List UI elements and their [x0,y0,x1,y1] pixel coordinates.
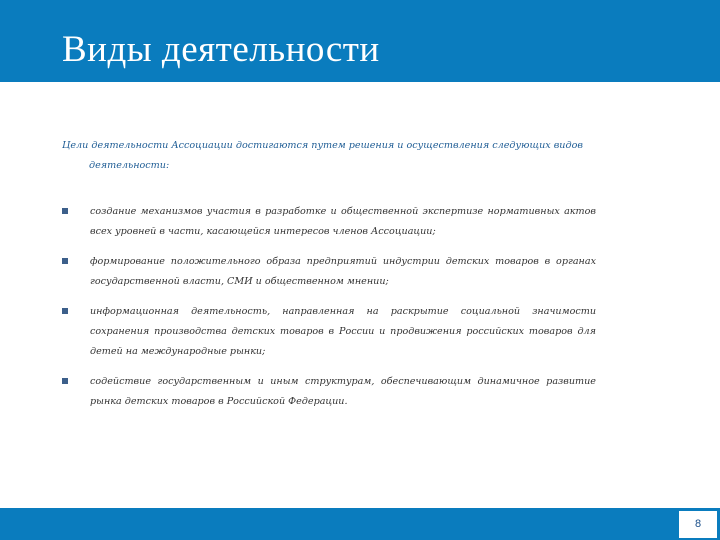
square-bullet-icon [62,308,68,314]
list-item-text: создание механизмов участия в разработке и общественной экспертизе нормативных актов всех уровней в части, касающейся интересов членов Ассоциации; [90,206,596,237]
header-band [0,0,720,82]
square-bullet-icon [62,208,68,214]
intro-line-1: Цели деятельности Ассоциации достигаются путем решения и осуществления следующих видов [62,140,583,151]
list-item [62,252,596,292]
list-item [62,372,596,412]
list-item-text: формирование положительного образа предприятий индустрии детских товаров в органах государственной власти, СМИ и общественном мнении; [90,256,596,287]
activity-list [62,202,596,412]
footer-band [0,508,720,540]
intro-paragraph [62,136,602,176]
page-title: Виды деятельности [62,29,380,70]
square-bullet-icon [62,258,68,264]
intro-line-2: деятельности: [89,160,170,171]
list-item-text: содействие государственным и иным структурам, обеспечивающим динамичное развитие рынка детских товаров в Российской Федерации. [90,376,596,407]
square-bullet-icon [62,378,68,384]
list-item [62,302,596,362]
page-number-box [679,511,717,538]
page-number: 8 [694,518,702,530]
list-item [62,202,596,242]
list-item-text: информационная деятельность, направленная на раскрытие социальной значимости сохранения производства детских товаров в России и продвижения российских товаров для детей на международные рынки; [90,306,596,357]
